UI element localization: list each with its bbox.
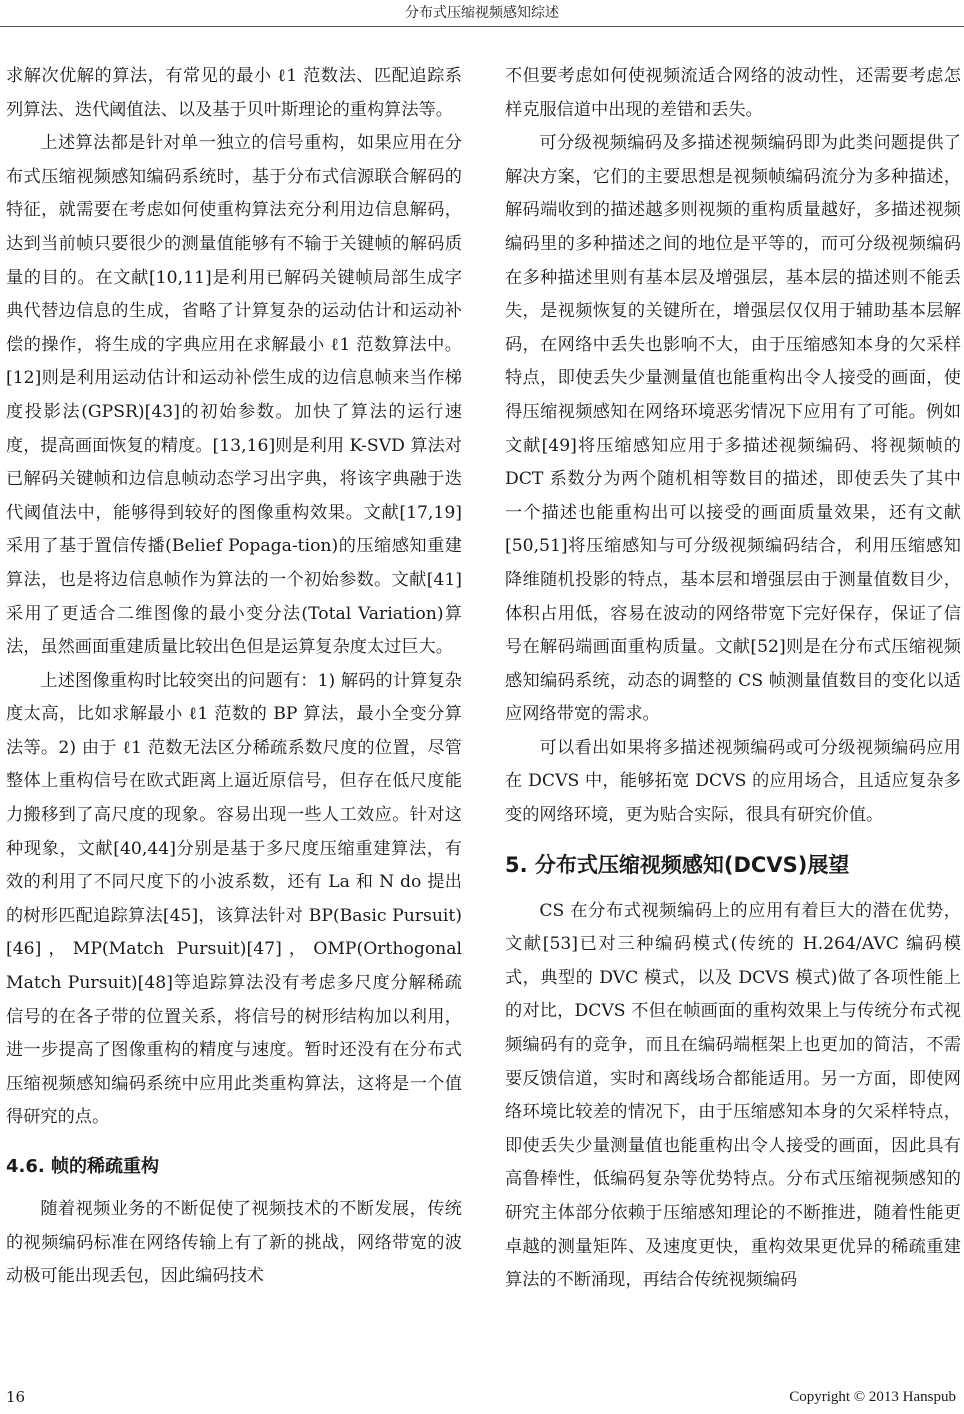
paragraph: CS 在分布式视频编码上的应用有着巨大的潜在优势，文献[53]已对三种编码模式(传统的 H.264/AVC 编码模式，典型的 DVC 模式，以及 DCVS 模式)做了各项性能上的对比，DCVS 不但在帧画面的重构效果上与传统分布式视频编码有的竞争，而且在编码端框架上也更加的简洁，不需要反馈信道，实时和离线场合都能适用。另一方面，即使网络环境比较差的情况下，由于压缩感知本身的欠采样特点，即使丢失少量测量值也能重构出令人接受的画面，因此具有高鲁棒性，低编码复杂等优势特点。分布式压缩视频感知的研究主体部分依赖于压缩感知理论的不断推进，随着性能更卓越的测量矩阵、及速度更快，重构效果更优异的稀疏重建算法的不断涌现，再结合传统视频编码 bbox=[505, 900, 961, 1291]
section-heading-4-6: 4.6. 帧的稀疏重构 bbox=[6, 1156, 159, 1177]
paragraph: 求解次优解的算法，有常见的最小 ℓ1 范数法、匹配追踪系列算法、迭代阈值法、以及基于贝叶斯理论的重构算法等。 bbox=[6, 66, 462, 120]
paragraph: 上述图像重构时比较突出的问题有：1) 解码的计算复杂度太高，比如求解最小 ℓ1 范数的 BP 算法，最小全变分算法等。2) 由于 ℓ1 范数无法区分稀疏系数尺度的位置，尽管整体上重构信号在欧式距离上逼近原信号，但存在低尺度能力搬移到了高尺度的现象。容易出现一些人工效应。针对这种现象，文献[40,44]分别是基于多尺度压缩重建算法，有效的利用了不同尺度下的小波系数，还有 La 和 N do 提出的树形匹配追踪算法[45]，该算法针对 BP(Basic Pursuit)[46]，MP(Match Pursuit)[47]，OMP(Orthogonal Match Pursuit)[48]等追踪算法没有考虑多尺度分解稀疏信号的在各子带的位置关系，将信号的树形结构加以利用，进一步提高了图像重构的精度与速度。暂时还没有在分布式压缩视频感知编码系统中应用此类重构算法，这将是一个值得研究的点。 bbox=[6, 670, 462, 1128]
paragraph: 可分级视频编码及多描述视频编码即为此类问题提供了解决方案，它们的主要思想是视频帧编码流分为多种描述，解码端收到的描述越多则视频的重构质量越好，多描述视频编码里的多种描述之间的地位是平等的，而可分级视频编码在多种描述里则有基本层及增强层，基本层的描述则不能丢失，是视频恢复的关键所在，增强层仅仅用于辅助基本层解码，在网络中丢失也影响不大，由于压缩感知本身的欠采样特点，即使丢失少量测量值也能重构出令人接受的画面，使得压缩视频感知在网络环境恶劣情况下应用有了可能。例如文献[49]将压缩感知应用于多描述视频编码、将视频帧的 DCT 系数分为两个随机相等数目的描述，即使丢失了其中一个描述也能重构出可以接受的画面质量效果，还有文献[50,51]将压缩感知与可分级视频编码结合，利用压缩感知降维随机投影的特点，基本层和增强层由于测量值数目少，体积占用低，容易在波动的网络带宽下完好保存，保证了信号在解码端画面重构质量。文献[52]则是在分布式压缩视频感知编码系统，动态的调整的 CS 帧测量值数目的变化以适应网络带宽的需求。 bbox=[505, 133, 961, 725]
section-heading-5: 5. 分布式压缩视频感知(DCVS)展望 bbox=[505, 852, 850, 877]
running-title: 分布式压缩视频感知综述 bbox=[405, 5, 559, 21]
paragraph: 不但要考虑如何使视频流适合网络的波动性，还需要考虑怎样克服信道中出现的差错和丢失。 bbox=[505, 66, 961, 120]
left-column bbox=[6, 60, 462, 1294]
right-column bbox=[505, 60, 961, 1298]
copyright-notice: Copyright © 2013 Hanspub bbox=[789, 1389, 956, 1405]
paragraph: 可以看出如果将多描述视频编码或可分级视频编码应用在 DCVS 中，能够拓宽 DCVS 的应用场合，且适应复杂多变的网络环境，更为贴合实际，很具有研究价值。 bbox=[505, 737, 961, 826]
paragraph: 上述算法都是针对单一独立的信号重构，如果应用在分布式压缩视频感知编码系统时，基于分布式信源联合解码的特征，就需要在考虑如何使重构算法充分利用边信息解码，达到当前帧只要很少的测量值能够有不输于关键帧的解码质量的目的。在文献[10,11]是利用已解码关键帧局部生成字典代替边信息的生成，省略了计算复杂的运动估计和运动补偿的操作，将生成的字典应用在求解最小 ℓ1 范数算法中。[12]则是利用运动估计和运动补偿生成的边信息帧来当作梯度投影法(GPSR)[43]的初始参数。加快了算法的运行速度，提高画面恢复的精度。[13,16]则是利用 K-SVD 算法对已解码关键帧和边信息帧动态学习出字典，将该字典融于迭代阈值法中，能够得到较好的图像重构效果。文献[17,19]采用了基于置信传播(Belief Popaga-tion)的压缩感知重建算法，也是将边信息帧作为算法的一个初始参数。文献[41]采用了更适合二维图像的最小变分法(Total Variation)算法，虽然画面重建质量比较出色但是运算复杂度太过巨大。 bbox=[6, 133, 462, 658]
header-divider bbox=[0, 26, 964, 27]
page-number: 16 bbox=[6, 1388, 26, 1406]
paragraph: 随着视频业务的不断促使了视频技术的不断发展，传统的视频编码标准在网络传输上有了新的挑战，网络带宽的波动极可能出现丢包，因此编码技术 bbox=[6, 1199, 462, 1287]
